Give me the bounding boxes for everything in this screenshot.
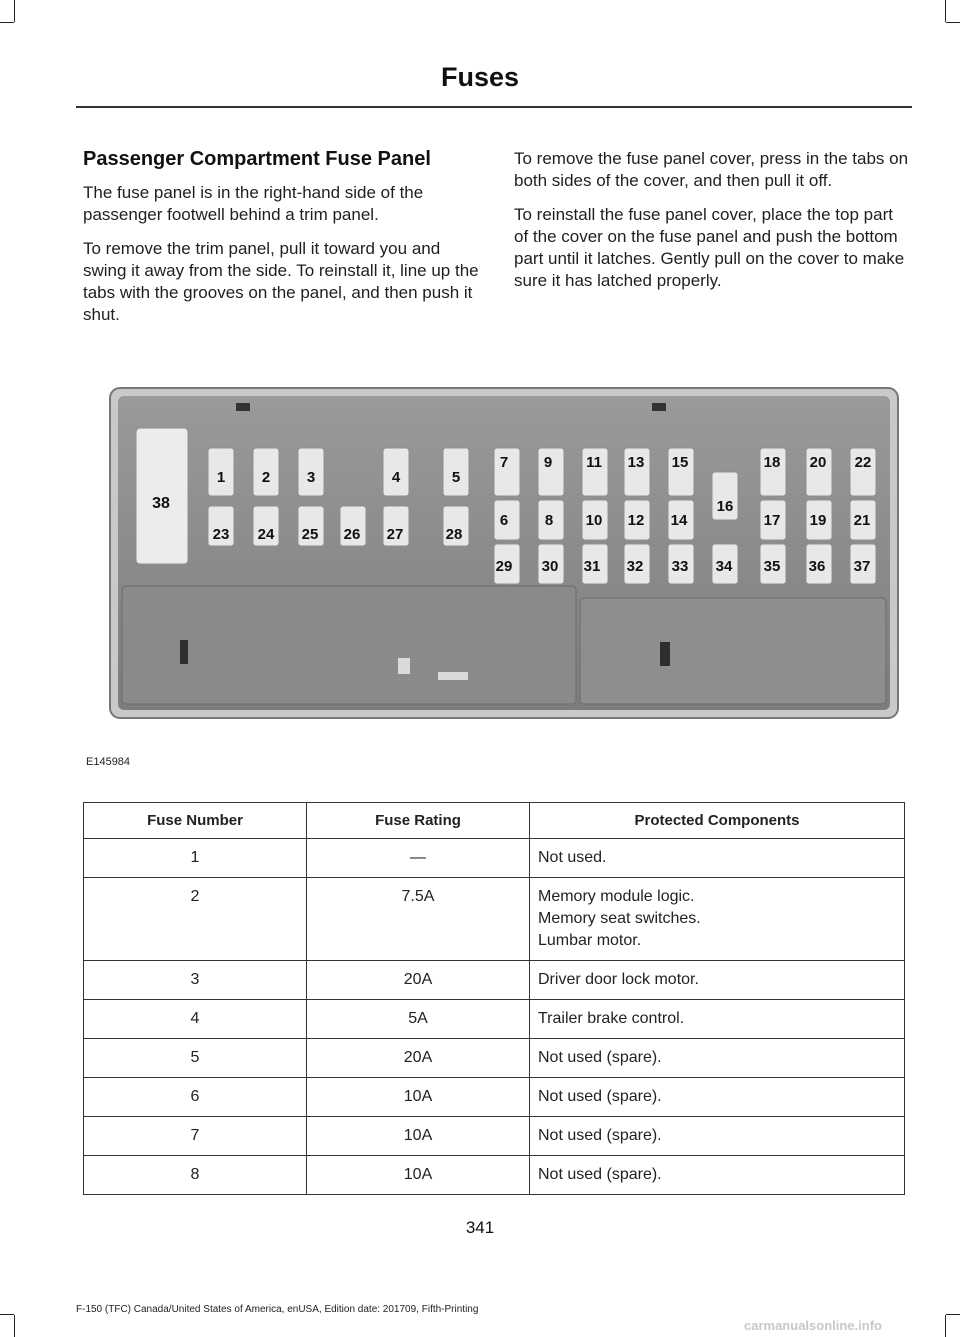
crop-mark — [0, 22, 14, 23]
watermark: carmanualsonline.info — [744, 1318, 882, 1333]
table-row — [84, 1117, 905, 1156]
fuse-number: 8 — [84, 1156, 307, 1195]
mount-slot — [180, 640, 188, 664]
crop-mark — [946, 22, 960, 23]
fuse-label: 27 — [386, 526, 404, 543]
component-line: Driver door lock motor. — [538, 971, 699, 988]
fuse-label: 23 — [212, 526, 230, 543]
lower-right-cover — [580, 598, 886, 704]
fuse-label: 6 — [499, 512, 509, 529]
fuse-label: 4 — [391, 469, 401, 486]
fuse-label: 18 — [763, 454, 781, 471]
component-line: Not used (spare). — [538, 1088, 662, 1105]
fuse-label: 17 — [763, 512, 781, 529]
footer-edition: F-150 (TFC) Canada/United States of America, enUSA, Edition date: 201709, Fifth-Printing — [76, 1304, 479, 1315]
fuse-rating: 10A — [307, 1117, 530, 1156]
crop-mark — [945, 1315, 946, 1337]
crop-mark — [14, 0, 15, 22]
fuse-label: 20 — [809, 454, 827, 471]
fuse-label: 13 — [627, 454, 645, 471]
header-fuse-rating: Fuse Rating — [307, 803, 530, 839]
fuse-label: 24 — [257, 526, 275, 543]
crop-mark — [945, 0, 946, 22]
table-row — [84, 1156, 905, 1195]
latch — [652, 403, 666, 411]
fuse-label: 22 — [854, 454, 872, 471]
fuse-rating: — — [307, 839, 530, 878]
paragraph: The fuse panel is in the right-hand side of the passenger footwell behind a trim panel. — [83, 183, 424, 224]
fuse-label: 26 — [343, 526, 361, 543]
page-title: Fuses — [440, 62, 520, 92]
fuse-label: 5 — [451, 469, 461, 486]
protected-components — [530, 1078, 905, 1117]
fuse-label: 34 — [715, 558, 733, 575]
mount-slot — [398, 658, 410, 674]
fuse-rating: 20A — [307, 1039, 530, 1078]
component-line: Not used (spare). — [538, 1166, 662, 1183]
fuse-rating: 7.5A — [307, 878, 530, 961]
component-line: Lumbar motor. — [538, 932, 642, 949]
fuse-label: 3 — [306, 469, 316, 486]
table-row — [84, 1039, 905, 1078]
protected-components — [530, 1117, 905, 1156]
fuse-label: 19 — [809, 512, 827, 529]
fuse-label: 1 — [216, 469, 226, 486]
fuse-label: 30 — [541, 558, 559, 575]
fuse-label: 25 — [301, 526, 319, 543]
crop-mark — [14, 1315, 15, 1337]
table-row — [84, 878, 905, 961]
paragraph: To remove the trim panel, pull it toward you and swing it away from the side. To reinstall it, line up the tabs with the grooves on the panel, and then push it shut. — [83, 239, 479, 324]
header-fuse-number: Fuse Number — [84, 803, 307, 839]
fuse-label: 15 — [671, 454, 689, 471]
table-row — [84, 1000, 905, 1039]
fuse-number: 3 — [84, 961, 307, 1000]
fuse-label: 32 — [626, 558, 644, 575]
page-number: 341 — [465, 1218, 495, 1237]
component-line: Not used (spare). — [538, 1127, 662, 1144]
latch — [236, 403, 250, 411]
fuse-label: 35 — [763, 558, 781, 575]
fuse-number: 5 — [84, 1039, 307, 1078]
component-line: Not used. — [538, 849, 607, 866]
header-protected-components: Protected Components — [530, 803, 905, 839]
lower-left-cover — [122, 586, 576, 704]
fuse-label: 37 — [853, 558, 871, 575]
table-header-row — [84, 803, 905, 839]
header-divider — [76, 106, 912, 108]
mount-slot — [660, 642, 670, 666]
protected-components — [530, 1156, 905, 1195]
fuse-rating: 10A — [307, 1078, 530, 1117]
fuse-table — [83, 802, 905, 1195]
fuse-rating: 20A — [307, 961, 530, 1000]
fuse-panel-diagram — [108, 376, 900, 722]
section-heading: Passenger Compartment Fuse Panel — [83, 148, 431, 170]
right-column — [514, 148, 910, 304]
fuse-label: 11 — [586, 454, 602, 471]
component-line: Trailer brake control. — [538, 1010, 685, 1027]
protected-components — [530, 839, 905, 878]
fuse-number: 7 — [84, 1117, 307, 1156]
fuse-label: 14 — [670, 512, 688, 529]
component-line: Not used (spare). — [538, 1049, 662, 1066]
fuse-number: 4 — [84, 1000, 307, 1039]
fuse-label: 31 — [583, 558, 601, 575]
crop-mark — [946, 1314, 960, 1315]
table-row — [84, 1078, 905, 1117]
fuse-label: 16 — [716, 498, 734, 515]
fuse-rating: 5A — [307, 1000, 530, 1039]
fuse-label: 9 — [543, 454, 553, 471]
image-code: E145984 — [86, 756, 131, 768]
fuse-label: 28 — [445, 526, 463, 543]
mount-slot — [438, 672, 468, 680]
crop-mark — [0, 1314, 14, 1315]
table-row — [84, 839, 905, 878]
relay-label: 38 — [152, 495, 170, 512]
fuse-label: 8 — [544, 512, 554, 529]
paragraph: To remove the fuse panel cover, press in the tabs on both sides of the cover, and then pull it off. — [514, 149, 909, 190]
fuse-label: 12 — [627, 512, 645, 529]
protected-components — [530, 961, 905, 1000]
protected-components — [530, 1039, 905, 1078]
protected-components — [530, 878, 905, 961]
fuse-label: 7 — [499, 454, 509, 471]
table-row — [84, 961, 905, 1000]
fuse-number: 2 — [84, 878, 307, 961]
fuse-label: 21 — [853, 512, 871, 529]
component-line: Memory seat switches. — [538, 910, 701, 927]
fuse-label: 29 — [495, 558, 513, 575]
left-column — [83, 148, 479, 338]
fuse-label: 10 — [585, 512, 603, 529]
paragraph: To reinstall the fuse panel cover, place the top part of the cover on the fuse panel and push the bottom part until it latches. Gently pull on the cover to make sure it has latched properly. — [514, 205, 905, 290]
fuse-label: 33 — [671, 558, 689, 575]
fuse-number: 1 — [84, 839, 307, 878]
fuse-label: 2 — [261, 469, 271, 486]
fuse-rating: 10A — [307, 1156, 530, 1195]
protected-components — [530, 1000, 905, 1039]
component-line: Memory module logic. — [538, 888, 695, 905]
fuse-label: 36 — [808, 558, 826, 575]
fuse-number: 6 — [84, 1078, 307, 1117]
